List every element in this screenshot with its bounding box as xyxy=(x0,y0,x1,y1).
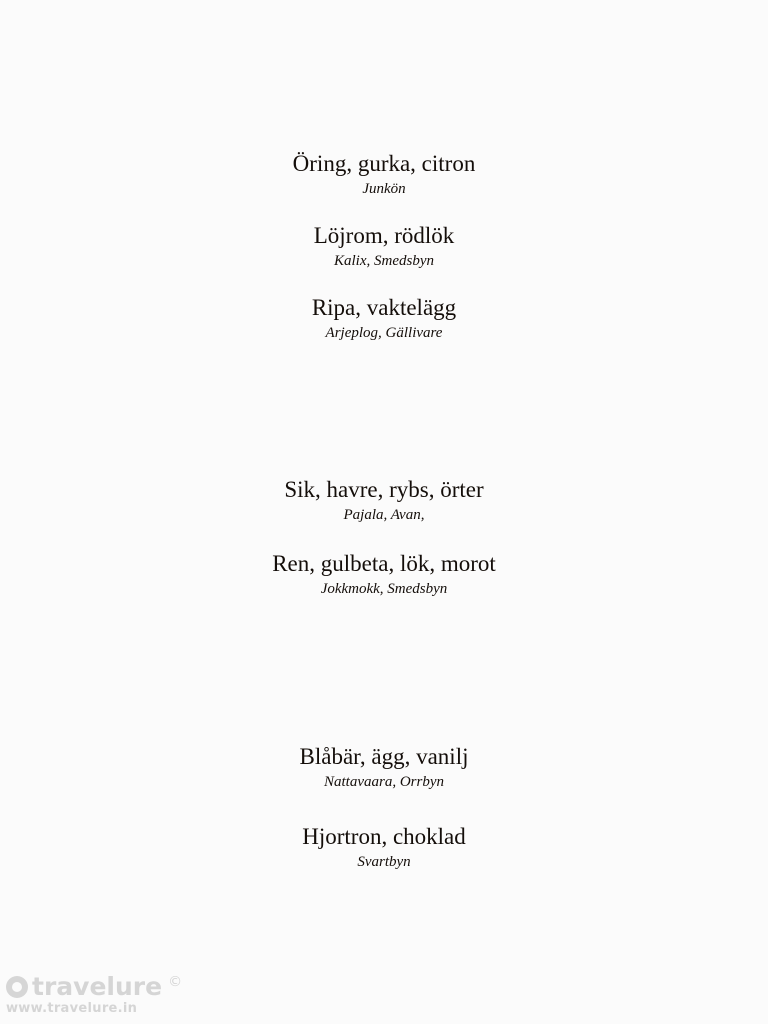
dish-name: Blåbär, ägg, vanilj xyxy=(299,744,469,769)
menu-item xyxy=(0,550,768,598)
dish-name: Hjortron, choklad xyxy=(302,824,466,849)
copyright-icon: © xyxy=(168,974,183,990)
dish-origin: Arjeplog, Gällivare xyxy=(325,325,443,341)
menu-item xyxy=(0,743,768,791)
dish-name: Löjrom, rödlök xyxy=(313,223,455,248)
dish-name: Öring, gurka, citron xyxy=(292,151,476,176)
menu-item xyxy=(0,222,768,270)
dish-origin: Kalix, Smedsbyn xyxy=(334,253,434,269)
dish-origin: Pajala, Avan, xyxy=(343,507,425,523)
watermark-brand-row xyxy=(6,974,182,1000)
dish-origin: Jokkmokk, Smedsbyn xyxy=(320,581,448,597)
watermark xyxy=(6,974,182,1016)
menu-item xyxy=(0,294,768,342)
dish-name: Ren, gulbeta, lök, morot xyxy=(272,551,496,576)
watermark-url: www.travelure.in xyxy=(6,1001,138,1016)
dish-name: Sik, havre, rybs, örter xyxy=(284,477,484,502)
travelure-logo-icon xyxy=(6,976,28,998)
dish-origin: Junkön xyxy=(362,181,406,197)
dish-origin: Nattavaara, Orrbyn xyxy=(324,774,444,790)
dish-origin: Svartbyn xyxy=(357,854,411,870)
dish-name: Ripa, vaktelägg xyxy=(311,295,457,320)
watermark-brand: travelure xyxy=(32,972,163,1001)
menu-item xyxy=(0,823,768,871)
menu-item xyxy=(0,150,768,198)
menu-item xyxy=(0,476,768,524)
